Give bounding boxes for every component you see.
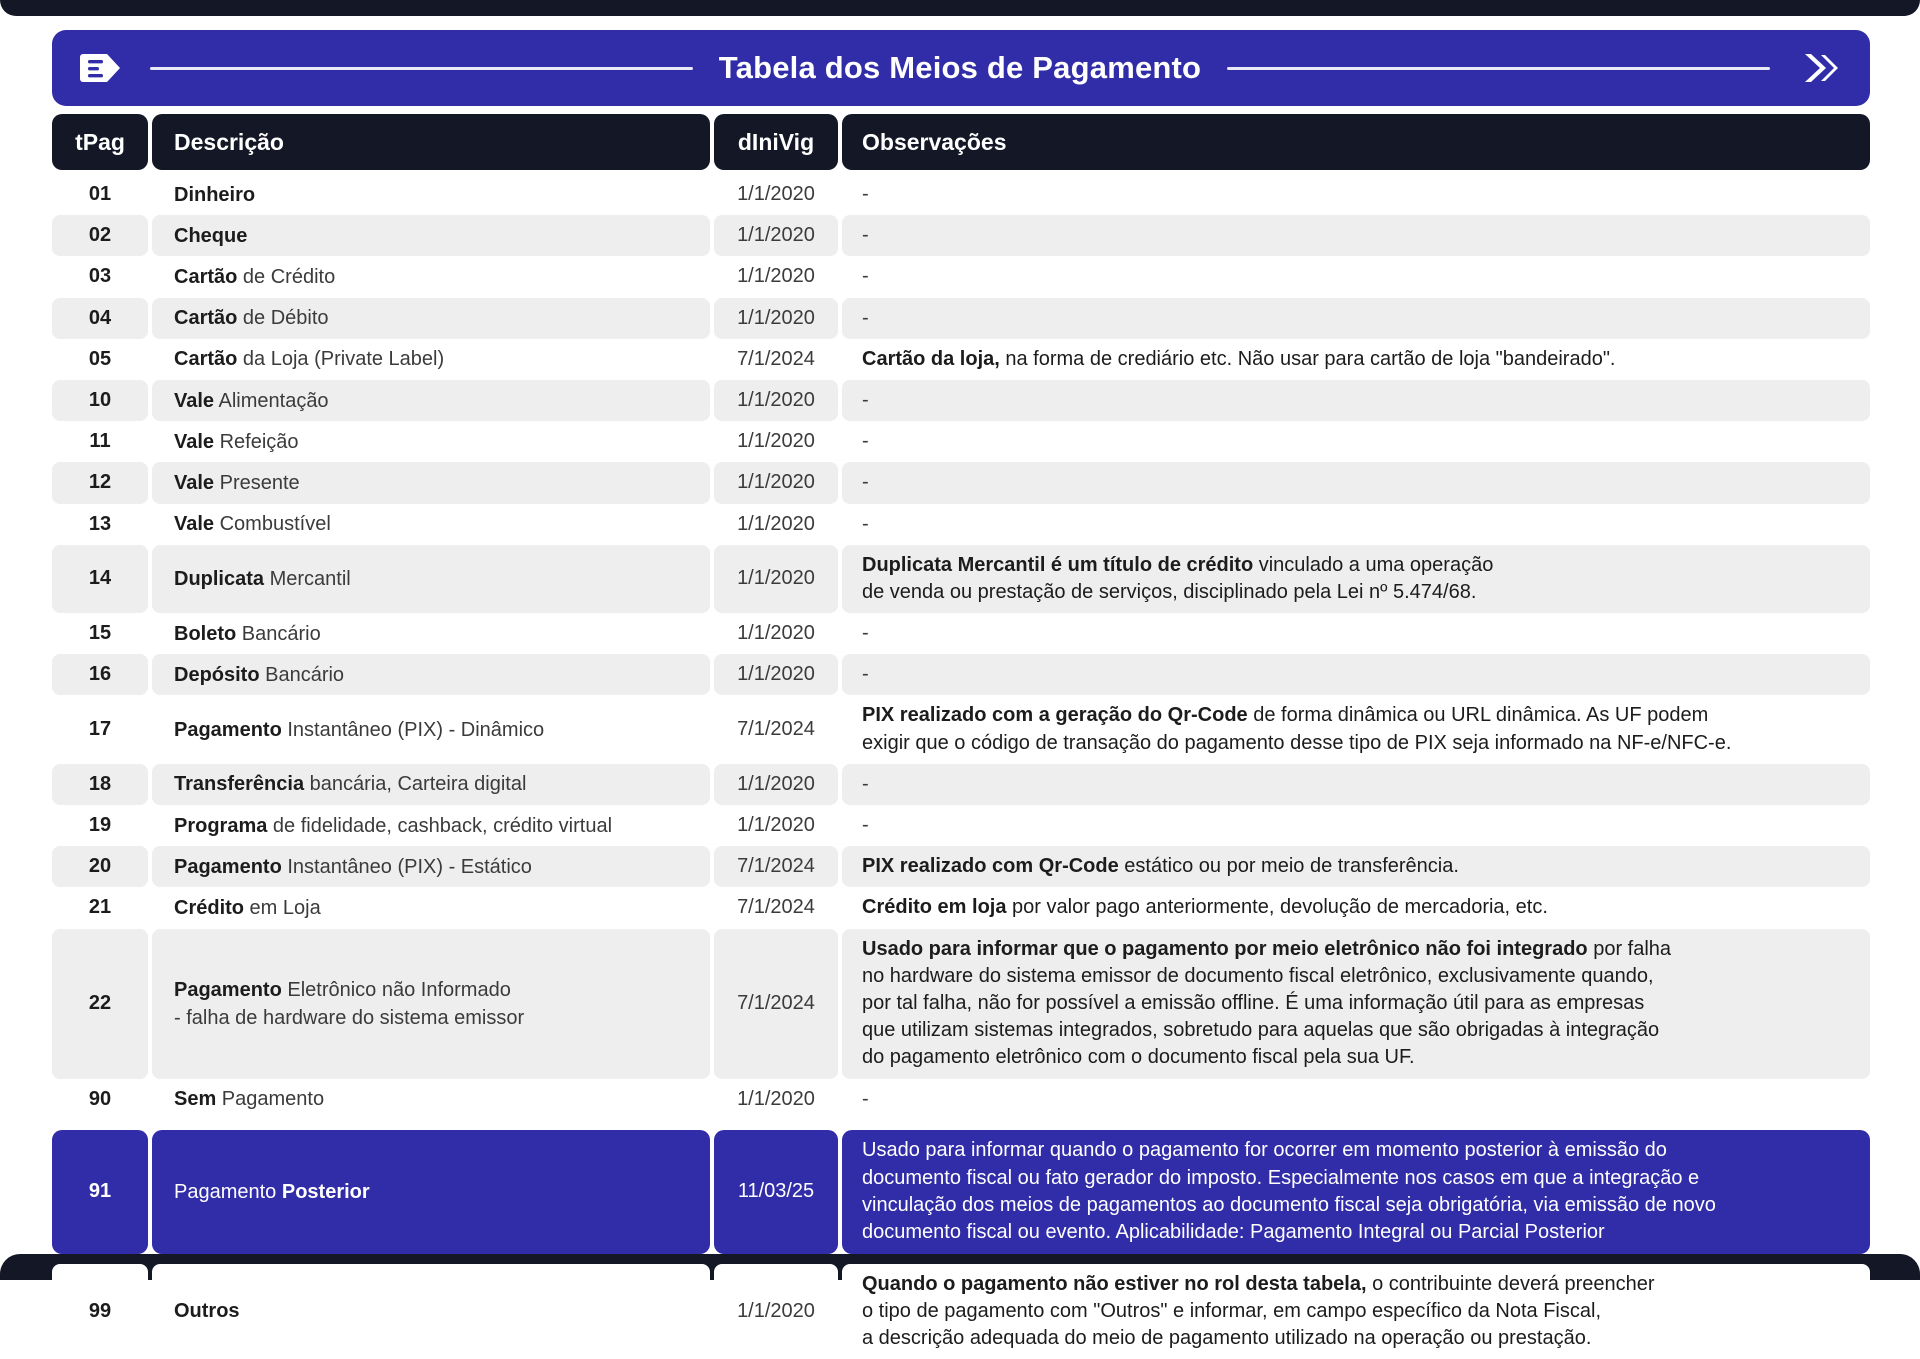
table-row[interactable] bbox=[52, 1130, 1870, 1254]
top-bar bbox=[0, 0, 1920, 16]
table-row[interactable] bbox=[52, 613, 1870, 654]
cell-tpag: 11 bbox=[52, 421, 148, 462]
cell-observacoes: - bbox=[842, 462, 1870, 503]
header-observacoes: Observações bbox=[842, 114, 1870, 170]
cell-tpag: 90 bbox=[52, 1079, 148, 1120]
cell-dinivig: 7/1/2024 bbox=[714, 339, 838, 380]
cell-descricao: Pagamento Posterior bbox=[152, 1130, 710, 1254]
cell-observacoes: PIX realizado com a geração do Qr-Code de forma dinâmica ou URL dinâmica. As UF podem exigir que o código de transação do pagamento desse tipo de PIX seja informado na NF-e/NFC-e. bbox=[842, 695, 1870, 763]
cell-dinivig: 1/1/2020 bbox=[714, 421, 838, 462]
table-row[interactable] bbox=[52, 805, 1870, 846]
cell-descricao: Vale Refeição bbox=[152, 421, 710, 462]
cell-descricao: Sem Pagamento bbox=[152, 1079, 710, 1120]
cell-dinivig: 7/1/2024 bbox=[714, 887, 838, 928]
table-row[interactable] bbox=[52, 654, 1870, 695]
cell-dinivig: 1/1/2020 bbox=[714, 256, 838, 297]
cell-tpag: 91 bbox=[52, 1130, 148, 1254]
cell-tpag: 15 bbox=[52, 613, 148, 654]
cell-observacoes: - bbox=[842, 654, 1870, 695]
table-row[interactable] bbox=[52, 298, 1870, 339]
cell-dinivig: 1/1/2020 bbox=[714, 1264, 838, 1359]
cell-tpag: 21 bbox=[52, 887, 148, 928]
cell-observacoes: - bbox=[842, 805, 1870, 846]
table-row[interactable] bbox=[52, 256, 1870, 297]
cell-dinivig: 11/03/25 bbox=[714, 1130, 838, 1254]
header-tpag: tPag bbox=[52, 114, 148, 170]
cell-observacoes: Crédito em loja por valor pago anteriormente, devolução de mercadoria, etc. bbox=[842, 887, 1870, 928]
header-dinivig: dIniVig bbox=[714, 114, 838, 170]
cell-descricao: Vale Alimentação bbox=[152, 380, 710, 421]
cell-dinivig: 1/1/2020 bbox=[714, 174, 838, 215]
table-row[interactable] bbox=[52, 1264, 1870, 1359]
double-chevron-right-icon[interactable] bbox=[1796, 46, 1844, 90]
table-row[interactable] bbox=[52, 174, 1870, 215]
table-row[interactable] bbox=[52, 339, 1870, 380]
cell-observacoes: Usado para informar quando o pagamento for ocorrer em momento posterior à emissão do documento fiscal ou fato gerador do imposto. Especialmente nos casos em que a integração e vinculação dos meios de pagamentos ao documento fiscal seja obrigatória, via emissão de novo documento fiscal ou evento. Aplicabilidade: Pagamento Integral ou Parcial Posterior bbox=[842, 1130, 1870, 1254]
cell-descricao: Vale Combustível bbox=[152, 504, 710, 545]
payment-methods-table bbox=[52, 114, 1870, 1359]
header-descricao: Descrição bbox=[152, 114, 710, 170]
cell-observacoes: - bbox=[842, 380, 1870, 421]
table-row[interactable] bbox=[52, 215, 1870, 256]
table-row[interactable] bbox=[52, 695, 1870, 763]
cell-descricao: Boleto Bancário bbox=[152, 613, 710, 654]
cell-tpag: 17 bbox=[52, 695, 148, 763]
cell-dinivig: 1/1/2020 bbox=[714, 654, 838, 695]
cell-dinivig: 1/1/2020 bbox=[714, 764, 838, 805]
cell-tpag: 03 bbox=[52, 256, 148, 297]
cell-observacoes: - bbox=[842, 298, 1870, 339]
cell-dinivig: 1/1/2020 bbox=[714, 504, 838, 545]
banner-rule-right bbox=[1227, 67, 1770, 70]
cell-observacoes: Usado para informar que o pagamento por meio eletrônico não foi integrado por falha no hardware do sistema emissor de documento fiscal eletrônico, exclusivamente quando, por tal falha, não for possível a emissão offline. É uma informação útil para as empresas que utilizam sistemas integrados, sobretudo para aquelas que são obrigadas à integração do pagamento eletrônico com o documento fiscal pela sua UF. bbox=[842, 929, 1870, 1079]
cell-dinivig: 7/1/2024 bbox=[714, 846, 838, 887]
cell-observacoes: - bbox=[842, 174, 1870, 215]
cell-observacoes: - bbox=[842, 256, 1870, 297]
table-row[interactable] bbox=[52, 846, 1870, 887]
cell-tpag: 02 bbox=[52, 215, 148, 256]
cell-observacoes: Cartão da loja, na forma de crediário etc. Não usar para cartão de loja "bandeirado". bbox=[842, 339, 1870, 380]
cell-descricao: Programa de fidelidade, cashback, crédito virtual bbox=[152, 805, 710, 846]
table-row[interactable] bbox=[52, 380, 1870, 421]
table-header-row bbox=[52, 114, 1870, 170]
cell-descricao: Cheque bbox=[152, 215, 710, 256]
cell-dinivig: 1/1/2020 bbox=[714, 1079, 838, 1120]
cell-observacoes: - bbox=[842, 504, 1870, 545]
table-row[interactable] bbox=[52, 462, 1870, 503]
cell-tpag: 10 bbox=[52, 380, 148, 421]
table-row[interactable] bbox=[52, 1079, 1870, 1120]
banner-rule-left bbox=[150, 67, 693, 70]
cell-dinivig: 1/1/2020 bbox=[714, 462, 838, 503]
cell-tpag: 05 bbox=[52, 339, 148, 380]
cell-descricao: Pagamento Eletrônico não Informado - falha de hardware do sistema emissor bbox=[152, 929, 710, 1079]
cell-descricao: Cartão da Loja (Private Label) bbox=[152, 339, 710, 380]
cell-tpag: 99 bbox=[52, 1264, 148, 1359]
cell-descricao: Pagamento Instantâneo (PIX) - Estático bbox=[152, 846, 710, 887]
cell-descricao: Transferência bancária, Carteira digital bbox=[152, 764, 710, 805]
cell-tpag: 01 bbox=[52, 174, 148, 215]
cell-dinivig: 7/1/2024 bbox=[714, 929, 838, 1079]
tag-document-icon bbox=[78, 46, 124, 90]
cell-tpag: 16 bbox=[52, 654, 148, 695]
cell-tpag: 19 bbox=[52, 805, 148, 846]
cell-descricao: Pagamento Instantâneo (PIX) - Dinâmico bbox=[152, 695, 710, 763]
table-row[interactable] bbox=[52, 887, 1870, 928]
cell-observacoes: Quando o pagamento não estiver no rol desta tabela, o contribuinte deverá preencher o tipo de pagamento com "Outros" e informar, em campo específico da Nota Fiscal, a descrição adequada do meio de pagamento utilizado na operação ou prestação. bbox=[842, 1264, 1870, 1359]
cell-descricao: Duplicata Mercantil bbox=[152, 545, 710, 613]
cell-dinivig: 1/1/2020 bbox=[714, 805, 838, 846]
cell-observacoes: - bbox=[842, 613, 1870, 654]
cell-descricao: Cartão de Crédito bbox=[152, 256, 710, 297]
cell-dinivig: 1/1/2020 bbox=[714, 215, 838, 256]
cell-observacoes: - bbox=[842, 421, 1870, 462]
cell-tpag: 18 bbox=[52, 764, 148, 805]
cell-observacoes: Duplicata Mercantil é um título de crédito vinculado a uma operação de venda ou prestação de serviços, disciplinado pela Lei nº 5.474/68. bbox=[842, 545, 1870, 613]
table-row[interactable] bbox=[52, 545, 1870, 613]
cell-descricao: Outros bbox=[152, 1264, 710, 1359]
page-banner bbox=[52, 30, 1870, 106]
cell-tpag: 22 bbox=[52, 929, 148, 1079]
cell-dinivig: 1/1/2020 bbox=[714, 380, 838, 421]
table-row[interactable] bbox=[52, 929, 1870, 1079]
cell-tpag: 13 bbox=[52, 504, 148, 545]
page-title: Tabela dos Meios de Pagamento bbox=[718, 50, 1202, 85]
cell-descricao: Dinheiro bbox=[152, 174, 710, 215]
cell-tpag: 12 bbox=[52, 462, 148, 503]
cell-observacoes: - bbox=[842, 1079, 1870, 1120]
cell-descricao: Crédito em Loja bbox=[152, 887, 710, 928]
table-row[interactable] bbox=[52, 421, 1870, 462]
cell-descricao: Cartão de Débito bbox=[152, 298, 710, 339]
table-row[interactable] bbox=[52, 764, 1870, 805]
cell-tpag: 20 bbox=[52, 846, 148, 887]
cell-tpag: 04 bbox=[52, 298, 148, 339]
cell-dinivig: 1/1/2020 bbox=[714, 298, 838, 339]
table-body bbox=[52, 174, 1870, 1359]
cell-descricao: Depósito Bancário bbox=[152, 654, 710, 695]
cell-dinivig: 7/1/2024 bbox=[714, 695, 838, 763]
cell-observacoes: PIX realizado com Qr-Code estático ou por meio de transferência. bbox=[842, 846, 1870, 887]
cell-dinivig: 1/1/2020 bbox=[714, 545, 838, 613]
table-row[interactable] bbox=[52, 504, 1870, 545]
cell-dinivig: 1/1/2020 bbox=[714, 613, 838, 654]
cell-tpag: 14 bbox=[52, 545, 148, 613]
cell-descricao: Vale Presente bbox=[152, 462, 710, 503]
cell-observacoes: - bbox=[842, 215, 1870, 256]
cell-observacoes: - bbox=[842, 764, 1870, 805]
